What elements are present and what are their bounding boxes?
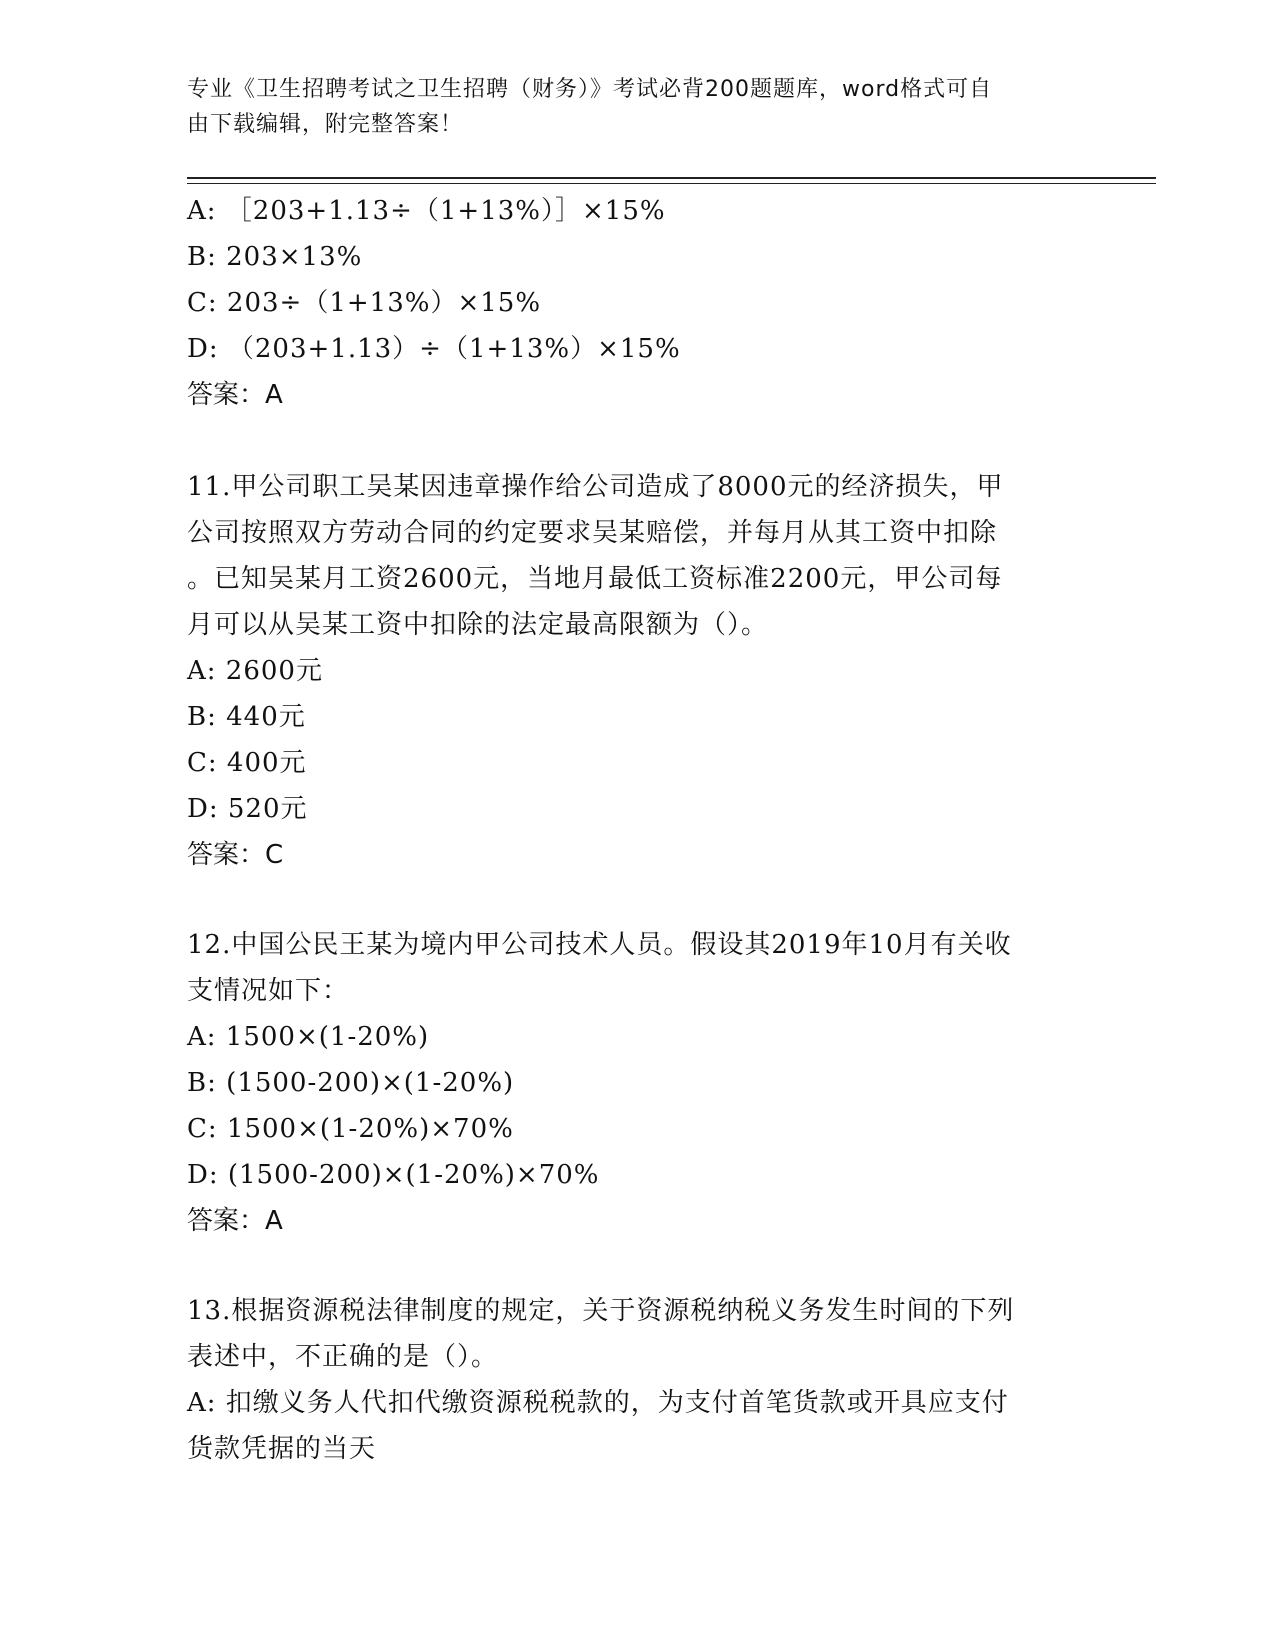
question-10-block (187, 188, 1087, 418)
q11-option-d: D: 520元 (187, 794, 308, 824)
spacer (187, 878, 1087, 922)
spacer (187, 1244, 1087, 1288)
q13-stem-line-2: 表述中，不正确的是（）。 (187, 1342, 499, 1372)
q11-option-b: B: 440元 (187, 702, 306, 732)
q12-option-c: C: 1500×(1-20%)×70% (187, 1114, 514, 1144)
q12-answer: 答案：A (187, 1206, 283, 1236)
q11-stem-line-3: 。已知吴某月工资2600元，当地月最低工资标准2200元，甲公司每 (187, 564, 1003, 594)
question-13-block (187, 1288, 1087, 1472)
q10-option-a: A: ［203+1.13÷（1+13%）］×15% (187, 196, 666, 226)
q11-answer: 答案：C (187, 840, 284, 870)
q11-option-a: A: 2600元 (187, 656, 323, 686)
spacer (187, 418, 1087, 464)
q12-option-a: A: 1500×(1-20%) (187, 1022, 430, 1052)
q10-option-d: D: （203+1.13）÷（1+13%）×15% (187, 334, 681, 364)
header-line-2: 由下载编辑，附完整答案！ (187, 112, 464, 137)
q13-option-a-line-1: A: 扣缴义务人代扣代缴资源税税款的，为支付首笔货款或开具应支付 (187, 1388, 1009, 1418)
q10-answer: 答案：A (187, 380, 283, 410)
q12-option-b: B: (1500-200)×(1-20%) (187, 1068, 515, 1098)
q13-stem-line-1: 13.根据资源税法律制度的规定，关于资源税纳税义务发生时间的下列 (187, 1296, 1015, 1326)
header-divider-thin (187, 183, 1156, 184)
q12-option-d: D: (1500-200)×(1-20%)×70% (187, 1160, 600, 1190)
q10-option-c: C: 203÷（1+13%）×15% (187, 288, 542, 318)
question-list (187, 188, 1087, 1472)
question-11-block (187, 464, 1087, 878)
q11-stem-line-2: 公司按照双方劳动合同的约定要求吴某赔偿，并每月从其工资中扣除 (187, 518, 998, 548)
q11-stem-line-1: 11.甲公司职工吴某因违章操作给公司造成了8000元的经济损失，甲 (187, 472, 1004, 502)
q12-stem-line-2: 支情况如下： (187, 976, 350, 1006)
header-line-1: 专业《卫生招聘考试之卫生招聘（财务）》考试必背200题题库，word格式可自 (187, 77, 993, 102)
question-12-block (187, 922, 1087, 1244)
header-divider-thick (187, 177, 1156, 179)
q10-option-b: B: 203×13% (187, 242, 363, 272)
q13-option-a-line-2: 货款凭据的当天 (187, 1434, 377, 1464)
q11-stem-line-4: 月可以从吴某工资中扣除的法定最高限额为（）。 (187, 610, 769, 640)
q11-option-c: C: 400元 (187, 748, 307, 778)
document-header (187, 72, 1067, 142)
q12-stem-line-1: 12.中国公民王某为境内甲公司技术人员。假设其2019年10月有关收 (187, 930, 1012, 960)
